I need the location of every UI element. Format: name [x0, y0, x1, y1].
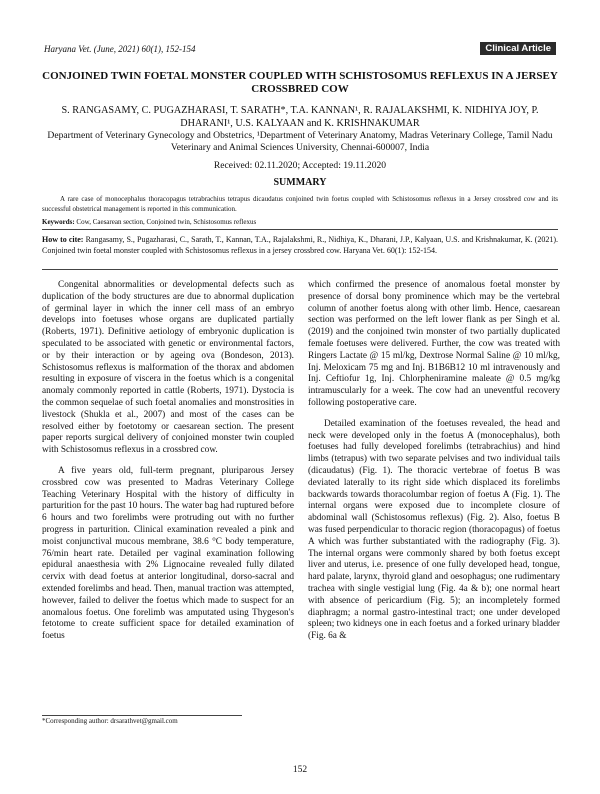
- author-list: S. RANGASAMY, C. PUGAZHARASI, T. SARATH*, T.A. KANNAN¹, R. RAJALAKSHMI, K. NIDHIYA JOY, P. DHARANI¹, U.S. KALYAAN and K. KRISHNAKUMAR: [61, 105, 539, 129]
- running-header: [44, 44, 556, 58]
- affiliation: Department of Veterinary Gynecology and Obstetrics, ¹Department of Veterinary Anatomy, Madras Veterinary College, Tamil Nadu Veterinary and Animal Sciences University, Chennai-600007, India: [47, 130, 553, 153]
- divider-top: [42, 229, 558, 230]
- summary-heading: SUMMARY: [273, 177, 327, 188]
- paragraph-treatment: which confirmed the presence of anomalous foetal monster by presence of dorsal bony prominence which may be the vertebral column of another foetus along with other limb. Hence, caesarean section was performed on the left lower flank as per Singh et al. (2019) and the conjoined twin monster of two partially duplicated female foetuses were delivered. Further, the cow was treated with Ringers Lactate @ 15 ml/kg, Dextrose Normal Saline @ 10 ml/kg, Inj. Meloxicam 75 mg and Inj. B1B6B12 10 ml intravenously and Inj. Ceftiofur 1g, Inj. Chlorpheniramine maleate @ 0.5 mg/kg intramuscularly for a week. The cow had an uneventful recovery following postoperative care.: [308, 280, 560, 408]
- page-number: 152: [292, 765, 308, 775]
- paragraph-case-history: A five years old, full-term pregnant, pluriparous Jersey crossbred cow was presented to Madras Veterinary College Teaching Veterinary Hospital with the history of difficulty in parturition for the past 10 hours. The water bag had ruptured before 6 hours and two forelimbs were protruding out with no further progress in parturition. Clinical examination revealed a pink and moist conjunctival mucous membrane, 38.6 °C body temperature, 76/min heart rate. Detailed per vaginal examination following epidural anaesthesia with 2% Lignocaine revealed fully dilated cervix with dead foetus at anterior longitudinal, dorso-sacral and extended forelimbs and head. Then, manual traction was attempted, however, failed to deliver the foetus which made to suspect for an anomalous foetus. One forelimb was amputated using Thygeson's fetotome to create sufficient space for detailed examination of foetus: [42, 465, 294, 642]
- corresponding-author-footnote: *Corresponding author: drsarathvet@gmail.com: [42, 717, 178, 725]
- how-to-cite-label: How to cite:: [42, 235, 84, 244]
- journal-citation: Haryana Vet. (June, 2021) 60(1), 152-154: [44, 44, 196, 54]
- article-type-badge: Clinical Article: [480, 42, 556, 55]
- footnote-divider: [42, 715, 242, 716]
- left-column: [42, 280, 294, 652]
- paragraph-intro: Congenital abnormalities or developmental defects such as duplication of the body structures are due to abnormal duplication of germinal layer in which the inner cell mass of an embryo develops into foetuses whose organs are duplicated partially (Roberts, 1971). Definitive aetiology of embryonic duplication is speculated to be associated with genetic or environmental factors, or by their interaction or by ageing ova (Bondeson, 2013). Schistosomus reflexus is malformation of the thorax and abdomen resulting in exposure of viscera in the foetus which is a congenital anomaly commonly reported in cattle (Roberts, 1971). Dystocia is the common sequelae of such foetal anomalies and monstrosities in livestock (Shukla et al., 2007) and most of the cases can be resolved either by foetotomy or caesarean section. The present paper reports surgical delivery of conjoined monster twin coupled with Schistosomus reflexus in a crossbred cow.: [42, 280, 294, 456]
- keywords-label: Keywords:: [42, 218, 75, 226]
- right-column: [308, 280, 560, 652]
- article-title: CONJOINED TWIN FOETAL MONSTER COUPLED WITH SCHISTOSOMUS REFLEXUS IN A JERSEY CROSSBRED COW: [42, 70, 558, 95]
- how-to-cite: [42, 234, 558, 256]
- abstract: A rare case of monocephalus thoracopagus tetrabrachius tetrapus dicaudatus conjoined twin foetus coupled with Schistosomus reflexus in a Jersey crossbred cow and its successful obstetrical management is reported in this communication.: [42, 195, 558, 213]
- received-accepted-dates: Received: 02.11.2020; Accepted: 19.11.2020: [213, 160, 387, 171]
- keywords-text: Cow, Caesarean section, Conjoined twin, Schistosomus reflexus: [76, 218, 257, 226]
- how-to-cite-text: Rangasamy, S., Pugazharasi, C., Sarath, T., Kannan, T.A., Rajalakshmi, R., Nidhiya, K., Dharani, J.P., Kalyaan, U.S. and Krishnakumar, K. (2021). Conjoined twin foetal monster coupled with Schistosomus reflexus in a jersey crossbred cow. Haryana Vet. 60(1): 152-154.: [42, 235, 559, 255]
- keywords-line: [42, 218, 558, 226]
- divider-bottom: [42, 269, 558, 270]
- paragraph-examination: Detailed examination of the foetuses revealed, the head and neck were developed only in the foetus A (monocephalus), both foetuses had fully developed forelimbs (tetrabrachius) and hind limbs (tetrapus) with two separate pelvises and two individual tails (dicaudatus) (Fig. 1). The thoracic vertebrae of foetus B was deviated laterally to its right side which displaced its forelimbs backwards towards thoracolumbar region of foetus A (Fig. 1). The internal organs were exposed due to incomplete closure of abdominal wall (Schistosomus reflexus) (Fig. 2). Also, foetus B was fused perpendicular to thoracic region (thoracopagus) of foetus A which was further substantiated with the radiography (Fig. 3). The internal organs were commonly shared by both foetus except liver and uterus, i.e. presence of one fully developed head, tongue, hard palate, larynx, thyroid gland and oesophagus; one rudimentary trachea with single vestigial lung (Fig. 4a & b); one normal heart with absence of pericardium (Fig. 5); an incompletely formed diaphragm; a normal gastro-intestinal tract; one under developed spleen; two kidneys one in each foetus and a forked urinary bladder (Fig. 6a &: [308, 418, 560, 642]
